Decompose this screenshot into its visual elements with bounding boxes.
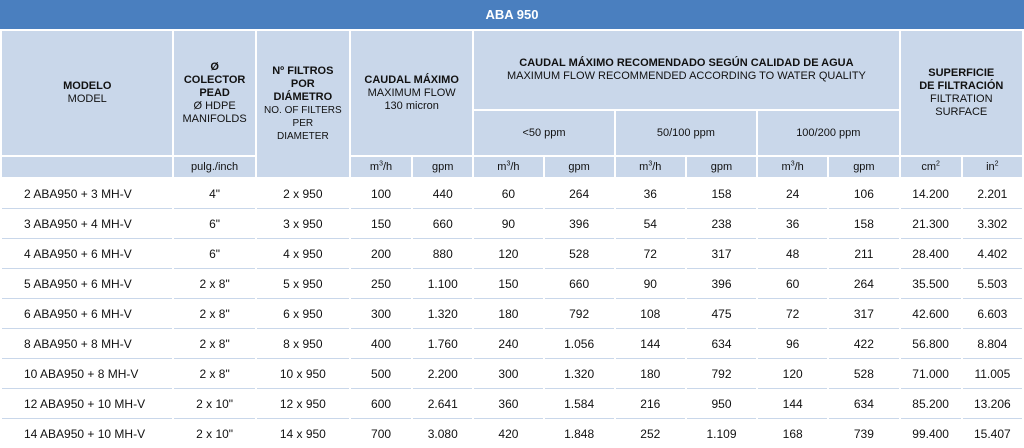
surface-cm2-cell: 85.200 bbox=[901, 389, 961, 419]
header-calidad bbox=[474, 31, 898, 111]
header-superficie bbox=[901, 31, 1022, 157]
table-body bbox=[2, 179, 1022, 448]
filters-cell: 6 x 950 bbox=[257, 299, 349, 329]
header-filtros bbox=[257, 31, 349, 179]
r100-200-gpm-cell: 264 bbox=[829, 269, 898, 299]
flow-m3h-cell: 250 bbox=[351, 269, 411, 299]
unit-gpm: gpm bbox=[687, 157, 756, 179]
surface-in2-cell: 13.206 bbox=[963, 389, 1022, 419]
r100-200-gpm-cell: 422 bbox=[829, 329, 898, 359]
lt50-m3h-cell: 180 bbox=[474, 299, 542, 329]
r100-200-m3h-cell: 36 bbox=[758, 209, 827, 239]
header-range-100-200: 100/200 ppm bbox=[758, 111, 898, 157]
r50-100-gpm-cell: 475 bbox=[687, 299, 756, 329]
flow-gpm-cell: 880 bbox=[413, 239, 472, 269]
lt50-gpm-cell: 1.848 bbox=[564, 426, 595, 441]
lt50-m3h-cell: 300 bbox=[474, 359, 542, 389]
r100-200-m3h-cell: 96 bbox=[758, 329, 827, 359]
r50-100-gpm-cell: 396 bbox=[687, 269, 756, 299]
r50-100-gpm-cell: 634 bbox=[687, 329, 756, 359]
r100-200-m3h-cell: 72 bbox=[758, 299, 827, 329]
header-colector-l2: COLECTOR bbox=[183, 73, 246, 86]
unit-m3h: $m^3/h$ bbox=[474, 157, 542, 179]
header-filtros-l3: DIÁMETRO bbox=[273, 91, 333, 103]
lt50-m3h-cell: 240 bbox=[474, 329, 542, 359]
unit-cm2: $cm^2$ bbox=[901, 157, 961, 179]
surface-in2-cell: 6.603 bbox=[963, 299, 1022, 329]
header-modelo-units bbox=[2, 157, 172, 179]
header-superficie-l1: SUPERFICIE bbox=[928, 67, 995, 79]
r50-100-gpm-cell: 238 bbox=[687, 209, 756, 239]
r100-200-m3h-cell: 144 bbox=[758, 389, 827, 419]
flow-m3h-cell: 700 bbox=[371, 426, 392, 441]
surface-cm2-cell: 56.800 bbox=[901, 329, 961, 359]
manifold-cell: 6" bbox=[174, 209, 254, 239]
model-cell: 4 ABA950 + 6 MH-V bbox=[2, 239, 172, 269]
header-colector-l3: PEAD bbox=[199, 86, 230, 99]
unit-m3h: $m^3/h$ bbox=[616, 157, 685, 179]
table-row bbox=[2, 209, 1022, 239]
lt50-m3h-cell: 90 bbox=[474, 209, 542, 239]
r50-100-m3h-cell: 54 bbox=[616, 209, 685, 239]
flow-gpm-cell: 3.080 bbox=[427, 426, 458, 441]
r100-200-gpm-cell: 528 bbox=[829, 359, 898, 389]
lt50-gpm-cell: 264 bbox=[545, 179, 614, 209]
flow-m3h-cell: 400 bbox=[351, 329, 411, 359]
header-range-lt50: <50 ppm bbox=[474, 111, 613, 157]
r100-200-gpm-cell: 158 bbox=[829, 209, 898, 239]
lt50-m3h-cell: 120 bbox=[474, 239, 542, 269]
header-filtros-l6: DIAMETER bbox=[277, 131, 329, 142]
surface-cm2-cell: 14.200 bbox=[901, 179, 961, 209]
lt50-gpm-cell: 528 bbox=[545, 239, 614, 269]
header-caudal-l1: CAUDAL MÁXIMO bbox=[364, 73, 459, 86]
manifold-cell: 2 x 8" bbox=[174, 299, 254, 329]
header-caudal-l2: MAXIMUM FLOW bbox=[367, 86, 456, 99]
surface-in2-cell: 3.302 bbox=[963, 209, 1022, 239]
manifold-cell: 2 x 8" bbox=[174, 329, 254, 359]
unit-gpm: gpm bbox=[829, 157, 898, 179]
table-row bbox=[2, 389, 1022, 419]
filters-cell: 10 x 950 bbox=[257, 359, 349, 389]
table-row bbox=[2, 329, 1022, 359]
r50-100-m3h-cell: 180 bbox=[616, 359, 685, 389]
flow-gpm-cell: 660 bbox=[413, 209, 472, 239]
r100-200-gpm-cell: 634 bbox=[829, 389, 898, 419]
table-row bbox=[2, 179, 1022, 209]
table-row bbox=[2, 419, 1022, 448]
header-filtros-l5: PER bbox=[292, 118, 314, 129]
r100-200-gpm-cell: 739 bbox=[853, 426, 874, 441]
model-cell: 3 ABA950 + 4 MH-V bbox=[2, 209, 172, 239]
surface-cm2-cell: 28.400 bbox=[901, 239, 961, 269]
unit-gpm: gpm bbox=[545, 157, 614, 179]
header-modelo bbox=[2, 31, 172, 157]
flow-m3h-cell: 100 bbox=[351, 179, 411, 209]
model-cell: 8 ABA950 + 8 MH-V bbox=[2, 329, 172, 359]
r50-100-m3h-cell: 144 bbox=[616, 329, 685, 359]
surface-in2-cell: 8.804 bbox=[963, 329, 1022, 359]
surface-in2-cell: 2.201 bbox=[963, 179, 1022, 209]
filters-cell: 2 x 950 bbox=[257, 179, 349, 209]
table-row bbox=[2, 269, 1022, 299]
flow-gpm-cell: 1.320 bbox=[413, 299, 472, 329]
manifold-cell: 2 x 10" bbox=[196, 426, 234, 441]
r50-100-gpm-cell: 1.109 bbox=[706, 426, 737, 441]
manifold-cell: 2 x 8" bbox=[174, 269, 254, 299]
r50-100-m3h-cell: 108 bbox=[616, 299, 685, 329]
surface-cm2-cell: 99.400 bbox=[912, 426, 949, 441]
lt50-gpm-cell: 792 bbox=[545, 299, 614, 329]
r50-100-gpm-cell: 950 bbox=[687, 389, 756, 419]
lt50-m3h-cell: 150 bbox=[474, 269, 542, 299]
header-calidad-en: MAXIMUM FLOW RECOMMENDED ACCORDING TO WATER QUALITY bbox=[506, 70, 866, 82]
r100-200-m3h-cell: 48 bbox=[758, 239, 827, 269]
header-filtros-l4: NO. OF FILTERS bbox=[264, 105, 342, 116]
flow-gpm-cell: 1.760 bbox=[413, 329, 472, 359]
filters-cell: 14 x 950 bbox=[279, 426, 326, 441]
r100-200-gpm-cell: 317 bbox=[829, 299, 898, 329]
surface-cm2-cell: 71.000 bbox=[901, 359, 961, 389]
header-modelo-en: MODEL bbox=[67, 93, 107, 105]
header-colector-units: pulg./inch bbox=[174, 157, 254, 179]
r100-200-m3h-cell: 120 bbox=[758, 359, 827, 389]
manifold-cell: 2 x 10" bbox=[174, 389, 254, 419]
model-cell: 10 ABA950 + 8 MH-V bbox=[2, 359, 172, 389]
lt50-gpm-cell: 1.320 bbox=[545, 359, 614, 389]
table-row bbox=[2, 299, 1022, 329]
r50-100-gpm-cell: 158 bbox=[687, 179, 756, 209]
header-filtros-l2: POR bbox=[290, 78, 315, 90]
surface-cm2-cell: 42.600 bbox=[901, 299, 961, 329]
header-range-50-100: 50/100 ppm bbox=[616, 111, 756, 157]
header-modelo-es: MODELO bbox=[63, 80, 112, 92]
filters-cell: 8 x 950 bbox=[257, 329, 349, 359]
unit-gpm: gpm bbox=[413, 157, 472, 179]
r100-200-m3h-cell: 168 bbox=[782, 426, 803, 441]
r50-100-gpm-cell: 317 bbox=[687, 239, 756, 269]
flow-gpm-cell: 440 bbox=[413, 179, 472, 209]
table-row bbox=[2, 239, 1022, 269]
header-filtros-l1: Nº FILTROS bbox=[272, 65, 334, 77]
r50-100-m3h-cell: 90 bbox=[616, 269, 685, 299]
header-calidad-es: CAUDAL MÁXIMO RECOMENDADO SEGÚN CALIDAD DE AGUA bbox=[519, 57, 854, 69]
manifold-cell: 6" bbox=[174, 239, 254, 269]
unit-m3h: $m^3/h$ bbox=[758, 157, 827, 179]
manifold-cell: 4" bbox=[174, 179, 254, 209]
model-cell: 6 ABA950 + 6 MH-V bbox=[2, 299, 172, 329]
flow-m3h-cell: 600 bbox=[351, 389, 411, 419]
r50-100-gpm-cell: 792 bbox=[687, 359, 756, 389]
lt50-m3h-cell: 360 bbox=[474, 389, 542, 419]
r50-100-m3h-cell: 72 bbox=[616, 239, 685, 269]
surface-in2-cell: 4.402 bbox=[963, 239, 1022, 269]
r100-200-gpm-cell: 106 bbox=[829, 179, 898, 209]
surface-in2-cell: 15.407 bbox=[974, 426, 1011, 441]
filters-cell: 12 x 950 bbox=[257, 389, 349, 419]
header-colector-l1: Ø bbox=[210, 60, 219, 73]
model-cell: 5 ABA950 + 6 MH-V bbox=[2, 269, 172, 299]
r100-200-m3h-cell: 60 bbox=[758, 269, 827, 299]
unit-in2: $in^2$ bbox=[963, 157, 1022, 179]
manifold-cell: 2 x 8" bbox=[174, 359, 254, 389]
surface-in2-cell: 11.005 bbox=[963, 359, 1022, 389]
lt50-gpm-cell: 396 bbox=[545, 209, 614, 239]
flow-gpm-cell: 1.100 bbox=[413, 269, 472, 299]
header-colector-l5: MANIFOLDS bbox=[182, 112, 247, 125]
lt50-m3h-cell: 420 bbox=[498, 426, 519, 441]
header-colector bbox=[174, 31, 254, 157]
lt50-gpm-cell: 660 bbox=[545, 269, 614, 299]
surface-in2-cell: 5.503 bbox=[963, 269, 1022, 299]
header-caudal-l3: 130 micron bbox=[384, 99, 439, 112]
header-superficie-l4: SURFACE bbox=[935, 106, 988, 118]
r100-200-m3h-cell: 24 bbox=[758, 179, 827, 209]
model-cell: 12 ABA950 + 10 MH-V bbox=[2, 389, 172, 419]
header-superficie-l2: DE FILTRACIÓN bbox=[919, 80, 1004, 92]
unit-m3h: $m^3/h$ bbox=[351, 157, 411, 179]
lt50-gpm-cell: 1.584 bbox=[545, 389, 614, 419]
model-cell: 14 ABA950 + 10 MH-V bbox=[24, 426, 146, 441]
flow-m3h-cell: 300 bbox=[351, 299, 411, 329]
aba950-spec-table bbox=[0, 31, 1024, 448]
lt50-gpm-cell: 1.056 bbox=[545, 329, 614, 359]
lt50-m3h-cell: 60 bbox=[474, 179, 542, 209]
r50-100-m3h-cell: 36 bbox=[616, 179, 685, 209]
flow-gpm-cell: 2.641 bbox=[413, 389, 472, 419]
filters-cell: 3 x 950 bbox=[257, 209, 349, 239]
model-cell: 2 ABA950 + 3 MH-V bbox=[2, 179, 172, 209]
r50-100-m3h-cell: 216 bbox=[616, 389, 685, 419]
flow-m3h-cell: 150 bbox=[351, 209, 411, 239]
surface-cm2-cell: 21.300 bbox=[901, 209, 961, 239]
table-row bbox=[2, 359, 1022, 389]
filters-cell: 5 x 950 bbox=[257, 269, 349, 299]
filters-cell: 4 x 950 bbox=[257, 239, 349, 269]
table-title: ABA 950 bbox=[0, 0, 1024, 29]
r50-100-m3h-cell: 252 bbox=[640, 426, 661, 441]
header-superficie-l3: FILTRATION bbox=[929, 93, 993, 105]
header-caudal bbox=[351, 31, 472, 157]
surface-cm2-cell: 35.500 bbox=[901, 269, 961, 299]
r100-200-gpm-cell: 211 bbox=[829, 239, 898, 269]
header-colector-l4: Ø HDPE bbox=[193, 99, 236, 112]
flow-gpm-cell: 2.200 bbox=[413, 359, 472, 389]
flow-m3h-cell: 500 bbox=[351, 359, 411, 389]
flow-m3h-cell: 200 bbox=[351, 239, 411, 269]
